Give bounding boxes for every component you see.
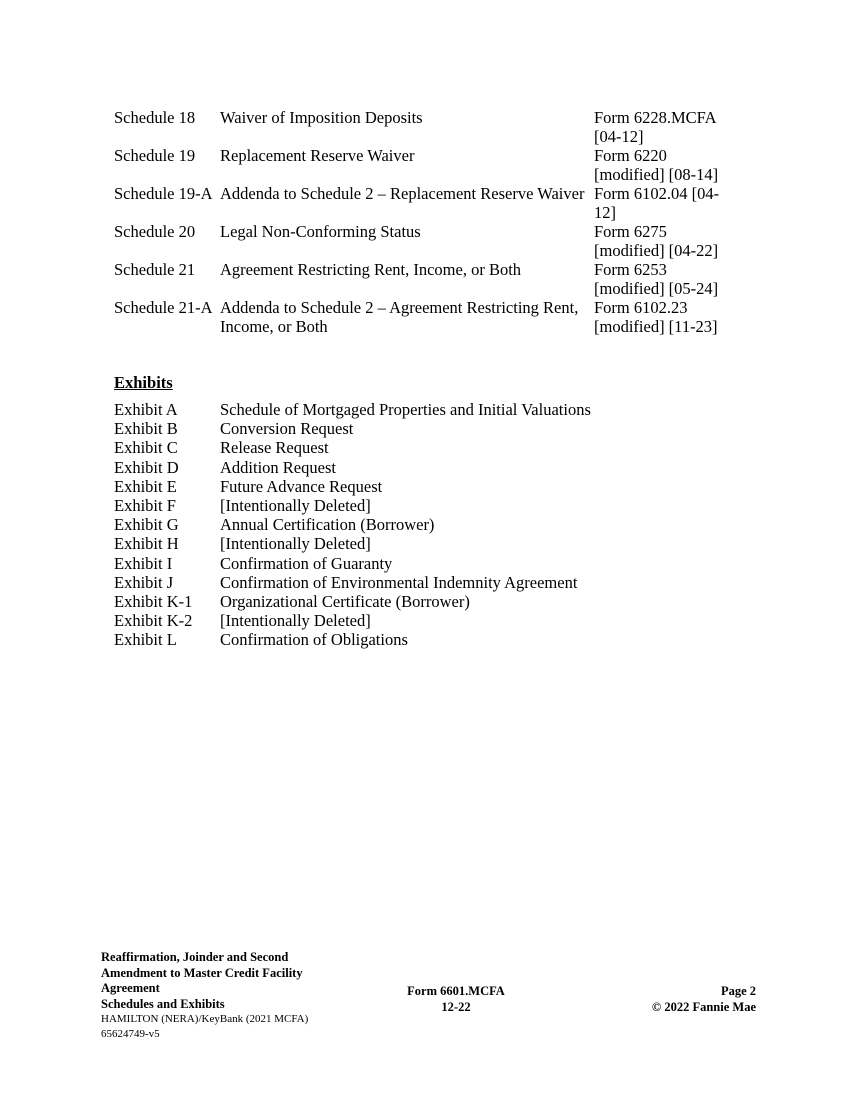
exhibit-title: Release Request bbox=[220, 438, 329, 458]
schedule-form bbox=[594, 260, 744, 298]
schedule-label: Schedule 21-A bbox=[114, 298, 213, 317]
schedule-label: Schedule 18 bbox=[114, 108, 196, 127]
schedule-row bbox=[114, 260, 754, 298]
schedule-form-line2: [04-12] bbox=[594, 127, 644, 146]
exhibit-title: Annual Certification (Borrower) bbox=[220, 515, 435, 535]
footer-title-line: Agreement bbox=[101, 981, 160, 995]
schedule-label: Schedule 20 bbox=[114, 222, 196, 241]
schedule-row bbox=[114, 108, 754, 146]
schedule-title: Waiver of Imposition Deposits bbox=[220, 108, 423, 127]
schedule-label: Schedule 19 bbox=[114, 146, 196, 165]
schedule-form bbox=[594, 222, 744, 260]
schedule-form bbox=[594, 146, 744, 184]
schedule-title: Agreement Restricting Rent, Income, or Both bbox=[220, 260, 522, 279]
exhibit-title: Confirmation of Guaranty bbox=[220, 553, 393, 573]
schedule-row bbox=[114, 184, 754, 222]
footer-title-line: Amendment to Master Credit Facility bbox=[101, 965, 303, 980]
footer-page-info bbox=[652, 984, 756, 1015]
exhibit-title: Confirmation of Obligations bbox=[220, 630, 408, 650]
footer-deal-tag: HAMILTON (NERA)/KeyBank (2021 MCFA) bbox=[101, 1013, 309, 1025]
schedule-form-line1: Form 6275 bbox=[594, 222, 667, 241]
schedule-form-line1: Form 6102.23 bbox=[594, 298, 688, 317]
schedule-form-line2: [modified] [08-14] bbox=[594, 165, 719, 184]
schedule-row bbox=[114, 146, 754, 184]
schedule-form-line2: [modified] [11-23] bbox=[594, 317, 718, 336]
exhibit-label: Exhibit B bbox=[114, 419, 178, 439]
exhibit-label: Exhibit L bbox=[114, 630, 177, 650]
schedule-form-line1: Form 6228.MCFA bbox=[594, 108, 717, 127]
footer-form-number bbox=[401, 984, 511, 1015]
schedule-label: Schedule 19-A bbox=[114, 184, 213, 203]
exhibit-title: [Intentionally Deleted] bbox=[220, 611, 371, 631]
exhibit-label: Exhibit D bbox=[114, 457, 179, 477]
footer-title-line: Reaffirmation, Joinder and Second bbox=[101, 950, 289, 964]
schedule-form-line2: [modified] [05-24] bbox=[594, 279, 719, 298]
exhibit-label: Exhibit A bbox=[114, 400, 178, 419]
schedule-form bbox=[594, 108, 744, 146]
exhibit-label: Exhibit I bbox=[114, 553, 173, 573]
schedule-form-line1: Form 6253 bbox=[594, 260, 667, 279]
exhibit-label: Exhibit J bbox=[114, 572, 174, 592]
exhibit-title: Conversion Request bbox=[220, 419, 354, 439]
exhibit-label: Exhibit K-1 bbox=[114, 591, 193, 611]
schedule-label: Schedule 21 bbox=[114, 260, 196, 279]
schedule-form bbox=[594, 298, 744, 336]
footer-form-date: 12-22 bbox=[441, 999, 471, 1014]
exhibit-label: Exhibit H bbox=[114, 534, 179, 554]
schedule-form-line1: Form 6102.04 [04- bbox=[594, 184, 720, 203]
exhibits-heading: Exhibits bbox=[114, 373, 173, 392]
footer-document-title bbox=[101, 950, 361, 1042]
schedules-table bbox=[114, 108, 754, 336]
schedule-title: Addenda to Schedule 2 – Replacement Reserve Waiver bbox=[220, 184, 585, 203]
schedule-form bbox=[594, 184, 744, 222]
schedule-form-line1: Form 6220 bbox=[594, 146, 667, 165]
exhibit-label: Exhibit K-2 bbox=[114, 611, 193, 631]
schedule-title: Legal Non-Conforming Status bbox=[220, 222, 421, 241]
exhibit-title: Organizational Certificate (Borrower) bbox=[220, 591, 470, 611]
exhibit-label: Exhibit E bbox=[114, 476, 177, 496]
footer-doc-id: 65624749-v5 bbox=[101, 1028, 160, 1040]
exhibit-title: Addition Request bbox=[220, 457, 336, 477]
exhibit-title: Confirmation of Environmental Indemnity Agreement bbox=[220, 572, 578, 592]
exhibit-title: Future Advance Request bbox=[220, 476, 383, 496]
schedule-form-line2: [modified] [04-22] bbox=[594, 241, 719, 260]
footer-title-line: Schedules and Exhibits bbox=[101, 996, 225, 1011]
footer-form-name: Form 6601.MCFA bbox=[407, 984, 505, 998]
exhibit-title: [Intentionally Deleted] bbox=[220, 534, 371, 554]
exhibit-label: Exhibit G bbox=[114, 515, 179, 535]
footer-copyright: © 2022 Fannie Mae bbox=[651, 999, 756, 1014]
exhibit-label: Exhibit F bbox=[114, 495, 176, 515]
exhibit-title: Schedule of Mortgaged Properties and Initial Valuations bbox=[220, 400, 591, 419]
schedule-form-line2: 12] bbox=[594, 203, 616, 222]
exhibit-label: Exhibit C bbox=[114, 438, 178, 458]
schedule-title: Replacement Reserve Waiver bbox=[220, 146, 415, 165]
schedule-row bbox=[114, 298, 754, 336]
schedule-title: Addenda to Schedule 2 – Agreement Restricting Rent, Income, or Both bbox=[220, 298, 579, 336]
footer-page-number: Page 2 bbox=[720, 984, 756, 998]
exhibit-title: [Intentionally Deleted] bbox=[220, 495, 371, 515]
schedule-row bbox=[114, 222, 754, 260]
